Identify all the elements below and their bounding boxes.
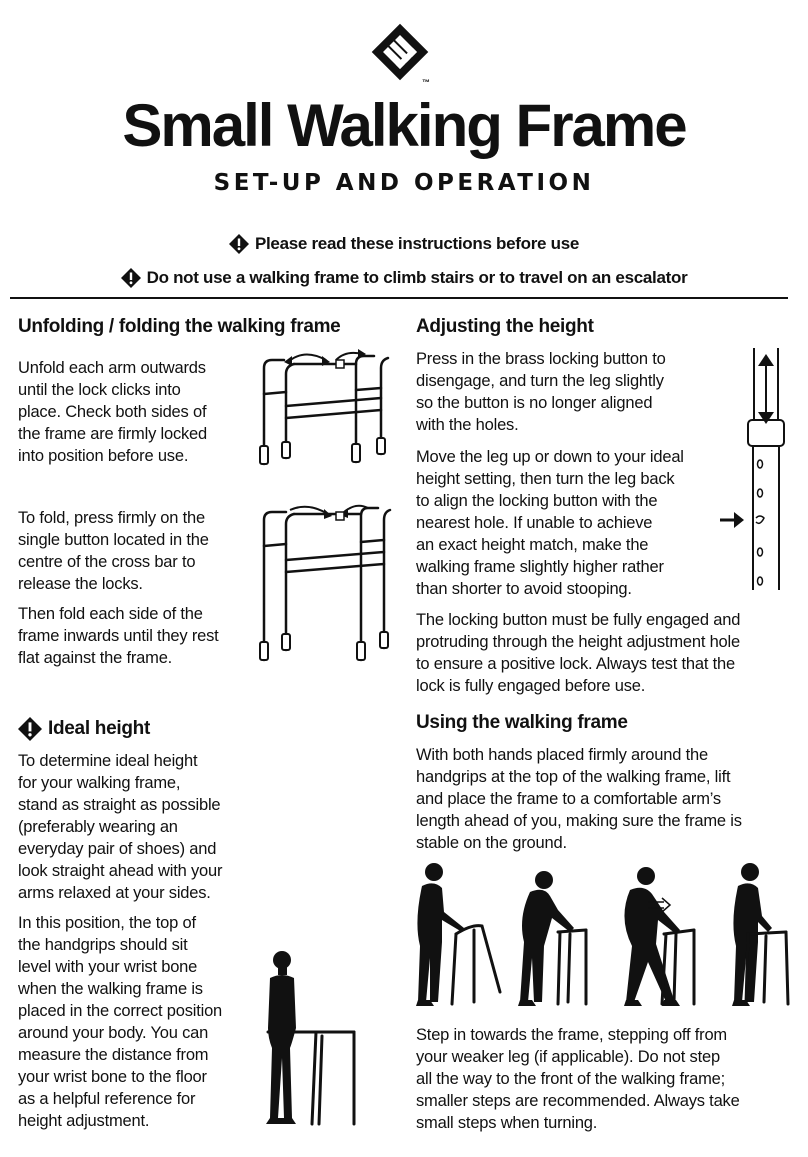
leg-adjustment-illustration	[720, 348, 792, 593]
page-title: Small Walking Frame	[122, 92, 686, 159]
unfolding-heading: Unfolding / folding the walking frame	[18, 316, 341, 337]
warning-icon	[18, 717, 42, 741]
trademark: ™	[422, 78, 430, 87]
ideal-height-heading	[18, 717, 150, 741]
walking-figure-3	[624, 867, 694, 1006]
header-divider	[10, 297, 788, 299]
warning-read-instructions	[0, 234, 808, 254]
unfolding-para-1: Unfold each arm outwards until the lock clicks into place. Check both sides of the frame are firmly locked into position before use.	[18, 359, 207, 465]
unfolding-para-2: To fold, press firmly on the single button located in the centre of the cross bar to release the locks.	[18, 509, 209, 593]
adjusting-para-2: Move the leg up or down to your ideal height setting, then turn the leg back to align the locking button with the nearest hole. If unable to achieve an exact height match, make the walking frame slightly higher rather than shorter to avoid stooping.	[416, 448, 684, 598]
walking-sequence-illustration	[412, 862, 797, 1007]
ideal-height-para-1: To determine ideal height for your walking frame, stand as straight as possible (preferably wearing an everyday pair of shoes) and look straight ahead with your arms relaxed at your sides.	[18, 752, 223, 902]
adjusting-para-1: Press in the brass locking button to disengage, and turn the leg slightly so the button is no longer aligned with the holes.	[416, 350, 666, 434]
using-para-1: With both hands placed firmly around the handgrips at the top of the walking frame, lift and place the frame to a comfortable arm’s length ahead of you, making sure the frame is stable on the ground.	[416, 746, 742, 852]
warning-stairs	[0, 268, 808, 288]
brand-logo	[370, 22, 430, 82]
adjusting-heading: Adjusting the height	[416, 316, 594, 337]
walking-figure-2	[518, 871, 586, 1006]
arrow-right-icon	[720, 512, 744, 528]
warning-icon	[229, 234, 249, 254]
walking-figure-4	[732, 863, 788, 1006]
warning-icon	[121, 268, 141, 288]
warning-text-2: Do not use a walking frame to climb stairs or to travel on an escalator	[146, 268, 688, 287]
unfolding-para-3: Then fold each side of the frame inwards until they rest flat against the frame.	[18, 605, 219, 667]
using-heading: Using the walking frame	[416, 712, 628, 733]
warning-text-1: Please read these instructions before use	[254, 234, 580, 253]
person-measuring-height-illustration	[262, 948, 362, 1130]
ideal-height-heading-text: Ideal height	[48, 718, 150, 739]
using-para-2: Step in towards the frame, stepping off from your weaker leg (if applicable). Do not step all the way to the front of the walking frame; smaller steps are recommended. Always take small steps when turning.	[416, 1026, 740, 1132]
page-subtitle: SET-UP AND OPERATION	[213, 170, 595, 196]
walking-frame-fold-illustration	[256, 500, 396, 675]
walking-figure-1	[416, 863, 500, 1006]
walking-frame-unfold-illustration	[256, 346, 396, 471]
adjusting-para-3: The locking button must be fully engaged and protruding through the height adjustment hole to ensure a positive lock. Always test that the lock is fully engaged before use.	[416, 611, 741, 695]
ideal-height-para-2: In this position, the top of the handgrips should sit level with your wrist bone when the walking frame is placed in the correct position around your body. You can measure the distance from your wrist bone to the floor as a helpful reference for height adjustment.	[18, 914, 223, 1130]
